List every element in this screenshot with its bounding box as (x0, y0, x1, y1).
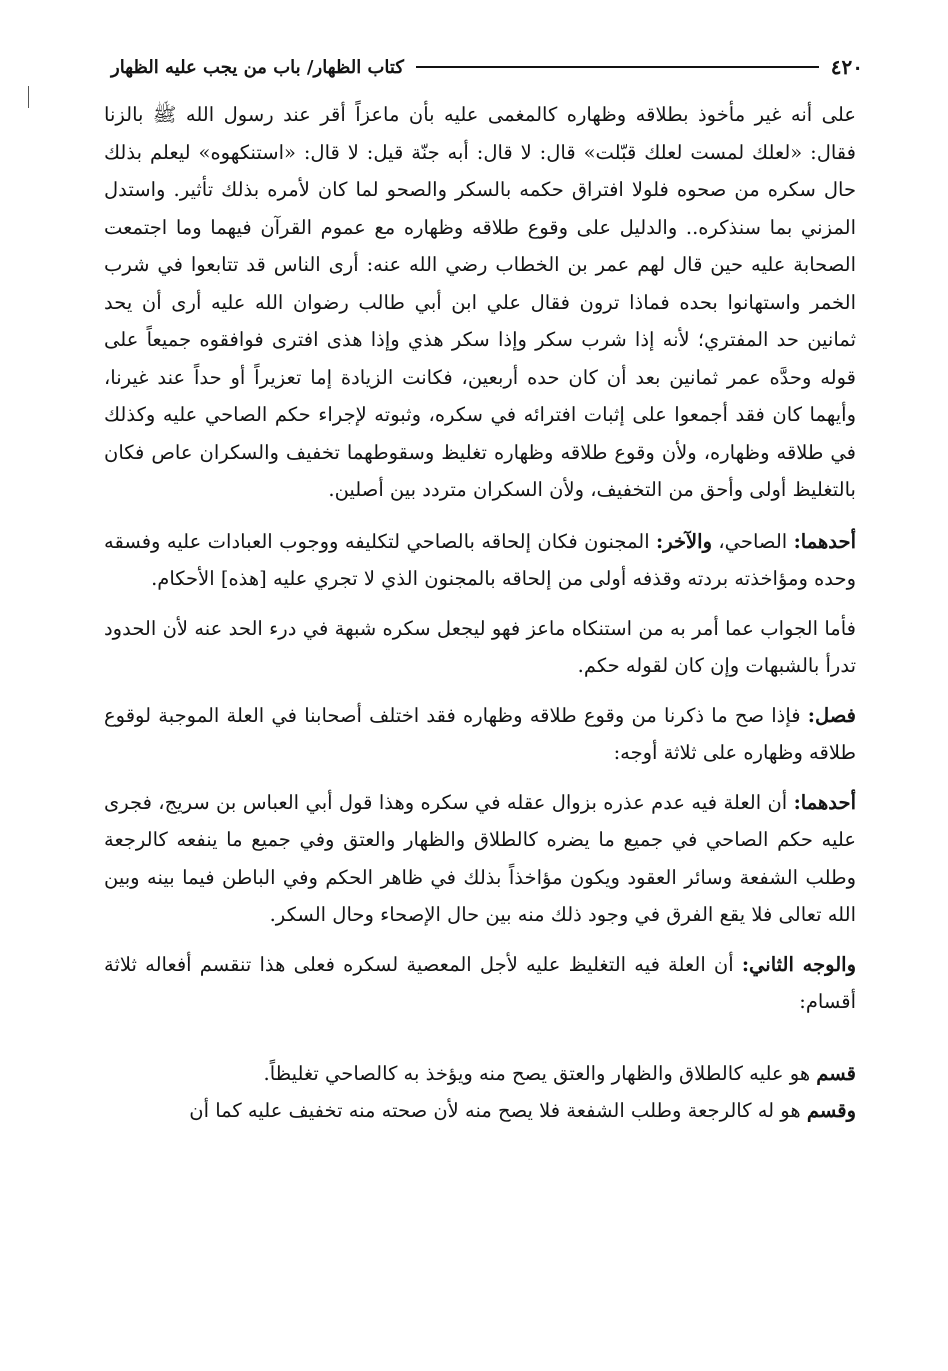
paragraph-5 (104, 784, 856, 934)
running-title: كتاب الظهار/ باب من يجب عليه الظهار (111, 56, 404, 78)
division-2-lead: وقسم (806, 1099, 856, 1122)
paragraph-6-text: أن العلة فيه التغليظ عليه لأجل المعصية لسكره فعلى هذا تنقسم أفعاله ثلاثة أقسام: (104, 952, 856, 1013)
margin-mark (28, 86, 29, 108)
paragraph-2 (104, 523, 856, 598)
body-text (104, 96, 856, 1142)
paragraph-6 (104, 946, 856, 1021)
divisions-block (104, 1055, 856, 1130)
page-number: ٤٢٠ (830, 55, 863, 79)
header-rule (416, 66, 819, 68)
section-heading: فصل: (807, 703, 856, 727)
division-1-lead: قسم (816, 1061, 856, 1085)
division-2-text: هو له كالرجعة وطلب الشفعة فلا يصح منه لأن صحته منه تخفيف عليه كما أن (189, 1099, 807, 1122)
paragraph-4-text: فإذا صح ما ذكرنا من وقوع طلاقه وظهاره فقد اختلف أصحابنا في العلة الموجبة لوقوع طلاقه وظهاره على ثلاثة أوجه: (104, 703, 856, 764)
division-2 (104, 1092, 856, 1130)
lead-second: والآخر: (656, 529, 712, 553)
lead-second-view: والوجه الثاني: (741, 952, 856, 976)
lead-first-view: أحدهما: (793, 790, 856, 814)
paragraph-1: على أنه غير مأخوذ بطلاقه وظهاره كالمغمى عليه بأن ماعزاً أقر عند رسول الله ﷺ بالزنا فقال: «لعلك لمست لعلك قبّلت» قال: لا قال: أبه جنّة قيل: لا قال: «استنكهوه» ليعلم بذلك حال سكره من صحوه فلولا افتراق حكمه بالسكر والصحو لما كان لأمره بذلك تأثير. واستدل المزني بما سنذكره.. والدليل على وقوع طلاقه وظهاره مع عموم القرآن فيهما وما اجتمعت الصحابة عليه حين قال لهم عمر بن الخطاب رضي الله عنه: أرى الناس قد تتابعوا في شرب الخمر واستهانوا بحده فماذا ترون فقال علي ابن أبي طالب رضوان الله عليه أرى أن يحد ثمانين حد المفتري؛ لأنه إذا شرب سكر وإذا سكر هذي وإذا هذى افترى فوافقوه جميعاً على قوله وحدَّه عمر ثمانين بعد أن كان حده أربعين، فكانت الزيادة إما تعزيراً أو حداً عند غيرنا، وأيهما كان فقد أجمعوا على إثبات افترائه في سكره، وثبوته لإجراء حكم الصاحي عليه وكذلك في طلاقه وظهاره، ولأن وقوع طلاقه وظهاره تغليظ وسقوطهما تخفيف والسكران عاص فكان بالتغليظ أولى وأحق من التخفيف، ولأن السكران متردد بين أصلين. (104, 103, 856, 501)
division-1 (104, 1055, 856, 1093)
paragraph-3: فأما الجواب عما أمر به من استنكاه ماعز فهو ليجعل سكره شبهة في درء الحد عنه لأن الحدود تدرأ بالشبهات وإن كان لقوله حكم. (104, 616, 856, 677)
lead-first: أحدهما: (793, 529, 856, 553)
paragraph-4 (104, 697, 856, 772)
paragraph-2-mid: الصاحي، (711, 529, 794, 553)
division-1-text: هو عليه كالطلاق والظهار والعتق يصح منه ويؤخذ به كالصاحي تغليظاً. (263, 1061, 817, 1085)
paragraph-5-text: أن العلة فيه عدم عذره بزوال عقله في سكره وهذا قول أبي العباس بن سريج، فجرى عليه حكم الصاحي في جميع ما يضره كالطلاق والظهار والعتق وفي جميع ما ينفعه كالرجعة وطلب الشفعة وسائر العقود ويكون مؤاخذاً بذلك في ظاهر الحكم وفي الباطن فيما بينه وبين الله تعالى فلا يقع الفرق في وجود ذلك منه بين حال الإصحاء وحال السكر. (104, 790, 856, 926)
paragraph-2-text: المجنون فكان إلحاقه بالصاحي لتكليفه ووجوب العبادات عليه وفسقه وحده ومؤاخذته بردته وقذفه أولى من إلحاقه بالمجنون الذي لا تجري عليه [هذه] الأحكام. (104, 529, 856, 590)
page-header (111, 52, 863, 82)
